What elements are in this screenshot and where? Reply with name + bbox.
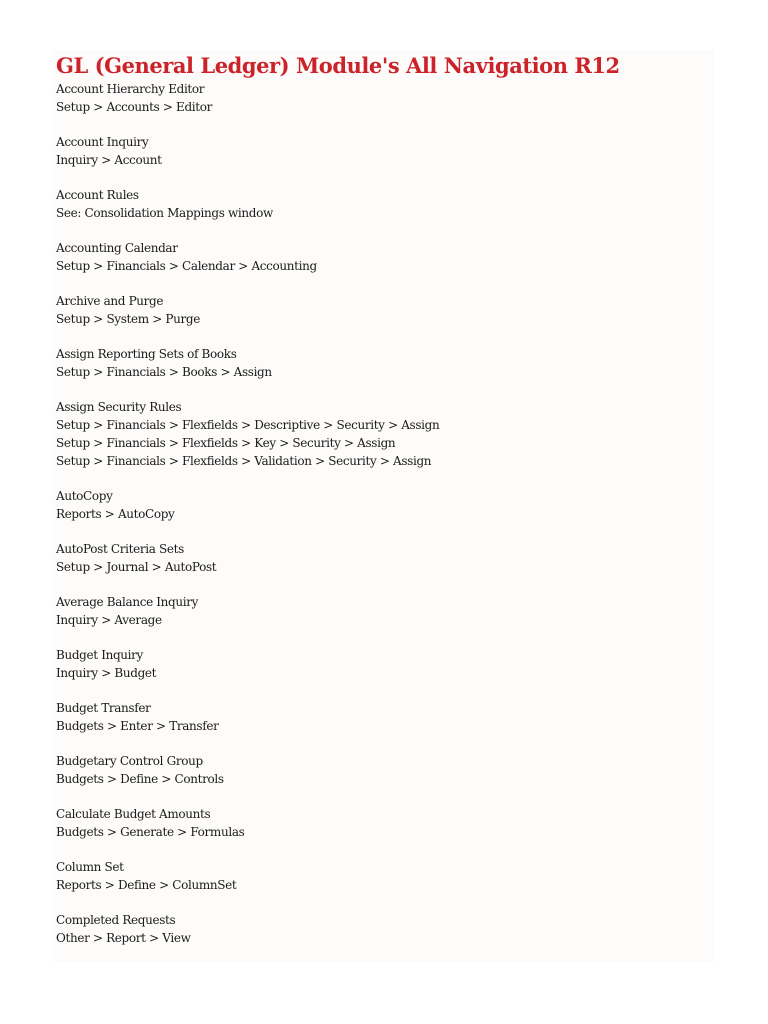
- entry-name: Account Rules: [56, 188, 139, 202]
- entry-path: Setup > Financials > Flexfields > Validation > Security > Assign: [56, 454, 432, 468]
- entry-path: Inquiry > Budget: [56, 666, 157, 680]
- entry-path: Setup > Financials > Books > Assign: [56, 365, 272, 379]
- entry-name: Archive and Purge: [56, 294, 164, 308]
- entry: [56, 239, 706, 275]
- entry-name: Budget Inquiry: [56, 648, 143, 662]
- entry-name: AutoCopy: [56, 489, 113, 503]
- entry-path: Setup > System > Purge: [56, 312, 201, 326]
- entry-path: Setup > Journal > AutoPost: [56, 560, 217, 574]
- entry-name: Accounting Calendar: [56, 241, 178, 255]
- entry-path: Other > Report > View: [56, 931, 191, 945]
- entry-name: Account Inquiry: [56, 135, 149, 149]
- entry-path: Inquiry > Average: [56, 613, 162, 627]
- entry-name: Budget Transfer: [56, 701, 151, 715]
- entry-path: Budgets > Define > Controls: [56, 772, 224, 786]
- entry: [56, 805, 706, 841]
- entry-path: Budgets > Generate > Formulas: [56, 825, 245, 839]
- entry: [56, 646, 706, 682]
- entry-path: Setup > Financials > Calendar > Accounting: [56, 259, 317, 273]
- document-content: [56, 52, 706, 964]
- entry-path: Setup > Accounts > Editor: [56, 100, 213, 114]
- entry: [56, 345, 706, 381]
- entry: [56, 487, 706, 523]
- entry-path: Inquiry > Account: [56, 153, 162, 167]
- entry-path: Setup > Financials > Flexfields > Key > Security > Assign: [56, 436, 396, 450]
- entry-name: Column Set: [56, 860, 124, 874]
- entry: [56, 699, 706, 735]
- entry: [56, 398, 706, 470]
- entry: [56, 292, 706, 328]
- entry: [56, 80, 706, 116]
- entry-name: Assign Security Rules: [56, 400, 182, 414]
- entry: [56, 858, 706, 894]
- document-title: GL (General Ledger) Module's All Navigation R12: [56, 53, 620, 78]
- entry-name: Budgetary Control Group: [56, 754, 203, 768]
- entry: [56, 911, 706, 947]
- entry: [56, 752, 706, 788]
- entry-path: Setup > Financials > Flexfields > Descriptive > Security > Assign: [56, 418, 440, 432]
- entry-path: Reports > AutoCopy: [56, 507, 175, 521]
- entry-path: Budgets > Enter > Transfer: [56, 719, 219, 733]
- entry-name: Completed Requests: [56, 913, 176, 927]
- entry: [56, 593, 706, 629]
- entry: [56, 540, 706, 576]
- entry-path: Reports > Define > ColumnSet: [56, 878, 237, 892]
- entry: [56, 186, 706, 222]
- entry-name: Average Balance Inquiry: [56, 595, 199, 609]
- entry-name: Calculate Budget Amounts: [56, 807, 211, 821]
- entry-name: AutoPost Criteria Sets: [56, 542, 184, 556]
- entry-name: Assign Reporting Sets of Books: [56, 347, 237, 361]
- entry-path: See: Consolidation Mappings window: [56, 206, 273, 220]
- entry-name: Account Hierarchy Editor: [56, 82, 205, 96]
- entry: [56, 133, 706, 169]
